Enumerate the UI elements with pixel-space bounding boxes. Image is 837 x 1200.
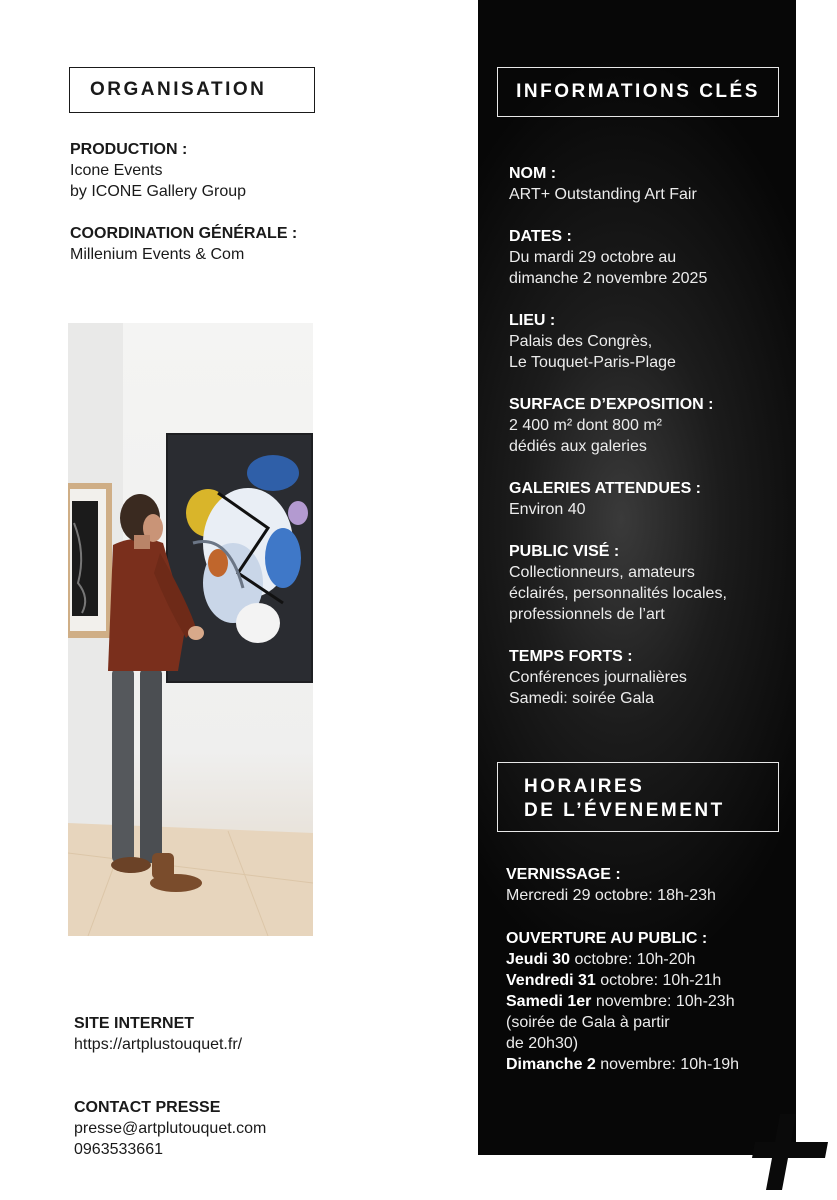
opening-day-row [506, 991, 739, 1012]
info-item-label: TEMPS FORTS : [509, 648, 633, 665]
info-item-audience [509, 541, 727, 625]
vernissage-value: Mercredi 29 octobre: 18h-23h [506, 887, 716, 904]
info-item-value: Le Touquet-Paris-Plage [509, 354, 676, 371]
info-item-label: SURFACE D’EXPOSITION : [509, 396, 714, 413]
website-block [74, 1013, 242, 1055]
website-link[interactable]: https://artplustouquet.fr/ [74, 1036, 243, 1053]
info-item-surface [509, 394, 713, 457]
opening-day-row [506, 1054, 739, 1075]
coordination-value: Millenium Events & Com [70, 246, 245, 263]
opening-day: Dimanche 2 [506, 1056, 596, 1073]
info-item-value: ART+ Outstanding Art Fair [509, 186, 697, 203]
info-item-label: LIEU : [509, 312, 556, 329]
info-item-value: professionnels de l’art [509, 606, 665, 623]
press-contact-block [74, 1097, 266, 1160]
info-item-value: Environ 40 [509, 501, 586, 518]
schedule-heading-line-2: DE L’ÉVENEMENT [524, 800, 725, 821]
info-item-dates [509, 226, 707, 289]
info-item-galleries [509, 478, 701, 520]
production-line-2: by ICONE Gallery Group [70, 183, 247, 200]
info-item-highlights [509, 646, 687, 709]
opening-hours: octobre: 10h-20h [570, 951, 696, 968]
public-opening-label: OUVERTURE AU PUBLIC : [506, 930, 708, 947]
info-item-value: Conférences journalières [509, 669, 687, 686]
schedule-heading [497, 762, 779, 832]
public-opening-block [506, 928, 739, 1075]
opening-day: Samedi 1er [506, 993, 592, 1010]
production-label: PRODUCTION : [70, 141, 188, 158]
opening-day-row [506, 970, 739, 991]
organisation-heading: ORGANISATION [69, 67, 315, 113]
press-contact-label: CONTACT PRESSE [74, 1099, 221, 1116]
gala-note-line-1: (soirée de Gala à partir [506, 1014, 670, 1031]
opening-hours: novembre: 10h-19h [595, 1056, 740, 1073]
opening-day-row [506, 949, 739, 970]
info-item-venue [509, 310, 676, 373]
info-item-value: Collectionneurs, amateurs [509, 564, 695, 581]
gallery-visitor-photo [68, 323, 313, 936]
info-item-value: dimanche 2 novembre 2025 [509, 270, 708, 287]
opening-day: Jeudi 30 [506, 951, 571, 968]
coordination-label: COORDINATION GÉNÉRALE : [70, 225, 298, 242]
press-phone: 0963533661 [74, 1141, 163, 1158]
key-info-heading: INFORMATIONS CLÉS [497, 67, 779, 117]
info-item-value: Samedi: soirée Gala [509, 690, 654, 707]
vernissage-label: VERNISSAGE : [506, 866, 621, 883]
info-item-value: Palais des Congrès, [509, 333, 653, 350]
info-item-value: Du mardi 29 octobre au [509, 249, 677, 266]
info-item-value: dédiés aux galeries [509, 438, 647, 455]
info-item-name [509, 163, 697, 205]
production-block [70, 139, 246, 202]
schedule-heading-line-1: HORAIRES [524, 776, 645, 797]
key-info-panel [478, 0, 796, 1155]
vernissage-block [506, 864, 716, 906]
info-item-label: NOM : [509, 165, 557, 182]
gala-note-line-2: de 20h30) [506, 1035, 579, 1052]
info-item-label: DATES : [509, 228, 572, 245]
info-item-value: éclairés, personnalités locales, [509, 585, 727, 602]
opening-hours: novembre: 10h-23h [591, 993, 735, 1010]
coordination-block [70, 223, 297, 265]
opening-day: Vendredi 31 [506, 972, 596, 989]
production-line-1: Icone Events [70, 162, 163, 179]
gallery-scene-illustration [68, 323, 313, 936]
website-label: SITE INTERNET [74, 1015, 195, 1032]
plus-logo-icon [750, 1112, 830, 1192]
info-item-label: GALERIES ATTENDUES : [509, 480, 702, 497]
info-item-value: 2 400 m² dont 800 m² [509, 417, 662, 434]
press-email-link[interactable]: presse@artplutouquet.com [74, 1120, 267, 1137]
info-item-label: PUBLIC VISÉ : [509, 543, 620, 560]
opening-hours: octobre: 10h-21h [595, 972, 722, 989]
